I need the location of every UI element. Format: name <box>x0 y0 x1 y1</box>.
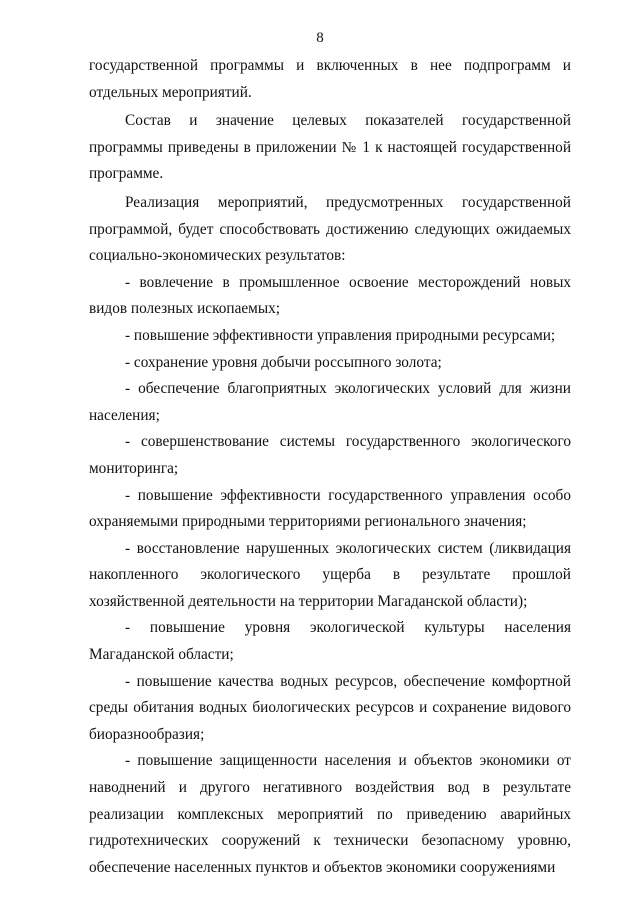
document-body <box>89 53 571 881</box>
list-item-water-quality: - повышение качества водных ресурсов, обеспечение комфортной среды обитания водных биологических ресурсов и сохранение видового биоразнообразия; <box>89 672 571 743</box>
list-item-ecological-culture: - повышение уровня экологической культуры населения Магаданской области; <box>89 619 571 664</box>
list-item-protected-areas: - повышение эффективности государственного управления особо охраняемыми природными территориями регионального значения; <box>89 486 571 531</box>
list-item-ecosystem-restoration: - восстановление нарушенных экологических систем (ликвидация накопленного экологического ущерба в результате прошлой хозяйственной деятельности на территории Магаданской области); <box>89 539 571 610</box>
list-item-gold-production: - сохранение уровня добычи россыпного золота; <box>125 353 442 371</box>
paragraph-targets: Состав и значение целевых показателей государственной программы приведены в приложении № 1 к настоящей государственной программе. <box>89 112 571 183</box>
paragraph-implementation: Реализация мероприятий, предусмотренных государственной программой, будет способствовать достижению следующих ожидаемых социально-экономических результатов: <box>89 193 571 265</box>
list-item-mineral-deposits: - вовлечение в промышленное освоение месторождений новых видов полезных ископаемых; <box>89 273 571 318</box>
paragraph-continuation: государственной программы и включенных в нее подпрограмм и отдельных мероприятий. <box>89 57 571 101</box>
list-item-ecological-monitoring: - совершенствование системы государственного экологического мониторинга; <box>89 433 571 477</box>
list-item-resource-management: - повышение эффективности управления природными ресурсами; <box>125 326 556 344</box>
list-item-flood-protection: - повышение защищенности населения и объектов экономики от наводнений и другого негативного воздействия вод в результате реализации комплексных мероприятий по приведению аварийных гидротехнических сооружений к технически безопасному уровню, обеспечение населенных пунктов и объектов экономики сооружениями <box>89 752 571 876</box>
page-number: 8 <box>316 30 324 46</box>
list-item-ecological-conditions: - обеспечение благоприятных экологических условий для жизни населения; <box>89 380 571 424</box>
